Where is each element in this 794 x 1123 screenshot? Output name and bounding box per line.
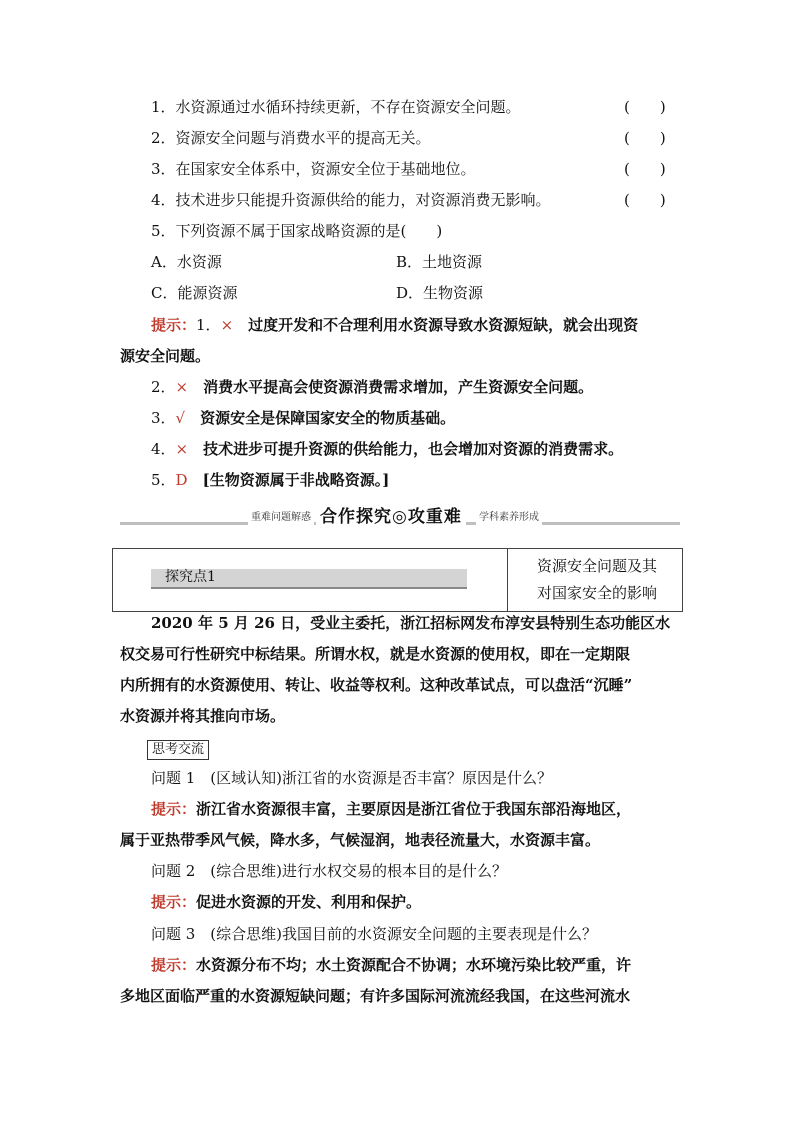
answer-4-num: 4． — [151, 440, 176, 458]
problem-2: 问题 2 (综合思维)进行水权交易的根本目的是什么？ — [151, 862, 508, 880]
passage-line-1: 2020 年 5 月 26 日，受业主委托，浙江招标网发布淳安县特别生态功能区水 — [151, 614, 671, 632]
answer-3-num: 3． — [151, 409, 176, 427]
answer-paren-2: ( ) — [624, 129, 666, 147]
option-d: D．生物资源 — [396, 284, 484, 302]
hint-label: 提示： — [151, 893, 197, 911]
question-2: 2．资源安全问题与消费水平的提高无关。 — [151, 129, 431, 147]
answer-3-text: 资源安全是保障国家安全的物质基础。 — [200, 409, 456, 427]
explore-title-line-2: 对国家安全的影响 — [536, 584, 657, 602]
question-3: 3．在国家安全体系中，资源安全位于基础地位。 — [151, 160, 476, 178]
answer-4-text: 技术进步可提升资源的供给能力，也会增加对资源的消费需求。 — [203, 440, 624, 458]
option-a: A．水资源 — [151, 253, 222, 271]
hint-label: 提示： — [151, 800, 197, 818]
hint-label: 提示： — [151, 956, 197, 974]
passage-line-2: 权交易可行性研究中标结果。所谓水权，就是水资源的使用权，即在一定期限 — [120, 645, 631, 663]
answer-paren-3: ( ) — [624, 160, 666, 178]
answer-paren-1: ( ) — [624, 98, 666, 116]
hint-label: 提示： — [151, 316, 197, 334]
cross-mark: × — [220, 316, 234, 334]
banner-right-text: 学科素养形成 — [476, 511, 542, 525]
explore-title-line-1: 资源安全问题及其 — [536, 557, 657, 575]
answer-paren-4: ( ) — [624, 191, 666, 209]
explore-point-title — [517, 553, 677, 607]
explore-point-box — [112, 548, 683, 612]
answer-5-text: [生物资源属于非战略资源。] — [202, 471, 390, 489]
explore-point-label: 探究点1 — [165, 569, 216, 585]
check-mark: √ — [175, 409, 186, 427]
problem-2-answer — [151, 891, 421, 913]
banner-left-text: 重难问题解惑 — [248, 511, 314, 525]
cross-mark: × — [175, 378, 189, 396]
think-exchange-label: 思考交流 — [147, 740, 209, 760]
answer-5 — [151, 469, 389, 491]
question-5-stem: 5．下列资源不属于国家战略资源的是( ) — [151, 222, 443, 240]
problem-3-answer-text: 水资源分布不均；水土资源配合不协调；水环境污染比较严重，许 — [196, 956, 632, 974]
question-1: 1．水资源通过水循环持续更新，不存在资源安全问题。 — [151, 98, 521, 116]
answer-1-continued: 源安全问题。 — [120, 347, 211, 365]
answer-2-num: 2． — [151, 378, 176, 396]
section-banner — [120, 506, 680, 536]
banner-title: 合作探究◎攻重难 — [316, 506, 466, 528]
passage-line-4: 水资源并将其推向市场。 — [120, 707, 286, 725]
answer-1-text: 过度开发和不合理利用水资源导致水资源短缺，就会出现资 — [248, 316, 639, 334]
answer-1-num: 1． — [196, 316, 221, 334]
answer-5-choice: D — [175, 471, 188, 489]
question-4: 4．技术进步只能提升资源供给的能力，对资源消费无影响。 — [151, 191, 551, 209]
problem-1-answer — [151, 798, 631, 820]
problem-1-answer-text: 浙江省水资源很丰富，主要原因是浙江省位于我国东部沿海地区， — [196, 800, 632, 818]
passage-line-3: 内所拥有的水资源使用、转让、收益等权利。这种改革试点，可以盘活“沉睡” — [120, 676, 633, 694]
problem-3: 问题 3 (综合思维)我国目前的水资源安全问题的主要表现是什么？ — [151, 925, 598, 943]
option-b: B．土地资源 — [396, 253, 483, 271]
problem-2-answer-text: 促进水资源的开发、利用和保护。 — [196, 893, 422, 911]
box-divider — [507, 549, 508, 611]
problem-3-answer — [151, 954, 631, 976]
problem-3-answer-continued: 多地区面临严重的水资源短缺问题；有许多国际河流流经我国，在这些河流水 — [120, 987, 631, 1005]
answer-2-text: 消费水平提高会使资源消费需求增加，产生资源安全问题。 — [203, 378, 594, 396]
problem-1-answer-continued: 属于亚热带季风气候，降水多，气候湿润，地表径流量大，水资源丰富。 — [120, 831, 601, 849]
problem-1: 问题 1 (区域认知)浙江省的水资源是否丰富？原因是什么？ — [151, 769, 553, 787]
option-c: C．能源资源 — [151, 284, 238, 302]
cross-mark: × — [175, 440, 189, 458]
answer-4 — [151, 438, 623, 460]
answer-1 — [151, 314, 638, 336]
answer-3 — [151, 407, 455, 429]
answer-2 — [151, 376, 593, 398]
answer-5-num: 5． — [151, 471, 176, 489]
